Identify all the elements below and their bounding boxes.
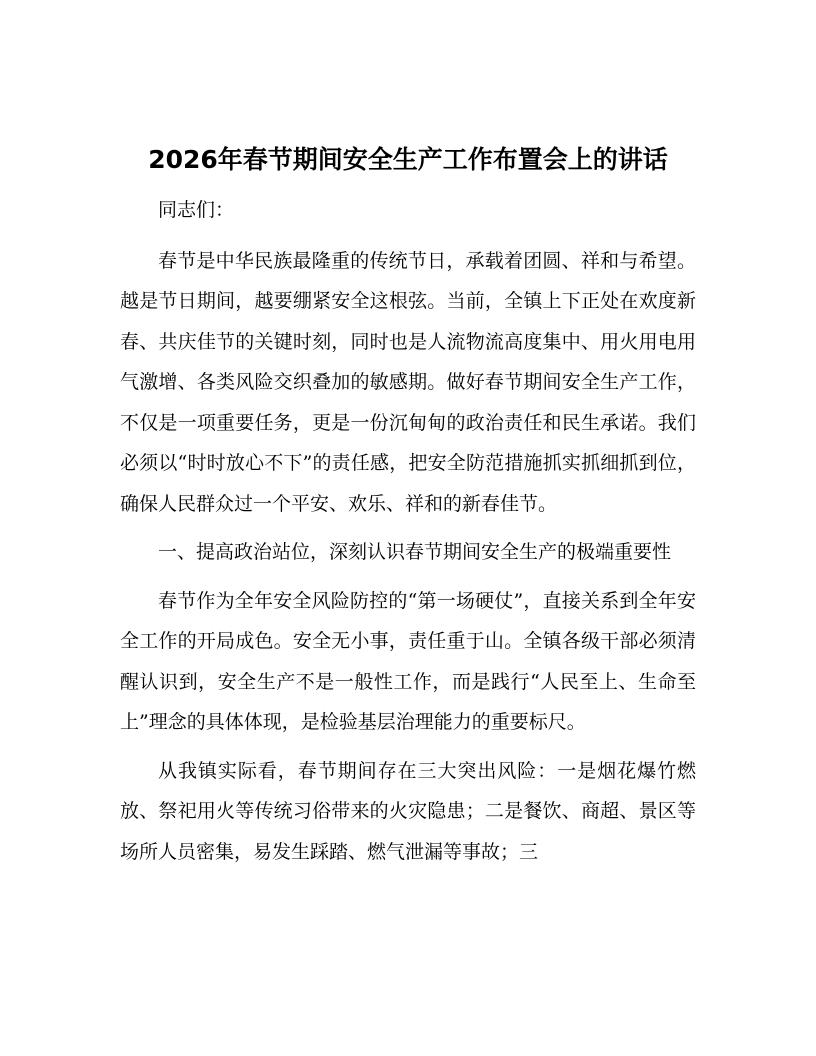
paragraph-section-1-b: 从我镇实际看，春节期间存在三大突出风险：一是烟花爆竹燃放、祭祀用火等传统习俗带来的火灾隐患；二是餐饮、商超、景区等场所人员密集，易发生踩踏、燃气泄漏等事故；三 bbox=[120, 759, 696, 863]
paragraph-intro: 春节是中华民族最隆重的传统节日，承载着团圆、祥和与希望。越是节日期间，越要绷紧安全这根弦。当前，全镇上下正处在欢度新春、共庆佳节的关键时刻，同时也是人流物流高度集中、用火用电用气激增、各类风险交织叠加的敏感期。做好春节期间安全生产工作，不仅是一项重要任务，更是一份沉甸甸的政治责任和民生承诺。我们必须以“时时放心不下”的责任感，把安全防范措施抓实抓细抓到位，确保人民群众过一个平安、欢乐、祥和的新春佳节。 bbox=[120, 249, 696, 515]
salutation: 同志们： bbox=[158, 199, 235, 221]
paragraph-section-1-a: 春节作为全年安全风险防控的“第一场硬仗”，直接关系到全年安全工作的开局成色。安全无小事，责任重于山。全镇各级干部必须清醒认识到，安全生产不是一般性工作，而是践行“人民至上、生命至上”理念的具体体现，是检验基层治理能力的重要标尺。 bbox=[120, 589, 696, 733]
section-heading-1: 一、提高政治站位，深刻认识春节期间安全生产的极端重要性 bbox=[158, 541, 672, 563]
document-body bbox=[120, 190, 696, 880]
document-title: 2026年春节期间安全生产工作布置会上的讲话 bbox=[148, 145, 668, 174]
